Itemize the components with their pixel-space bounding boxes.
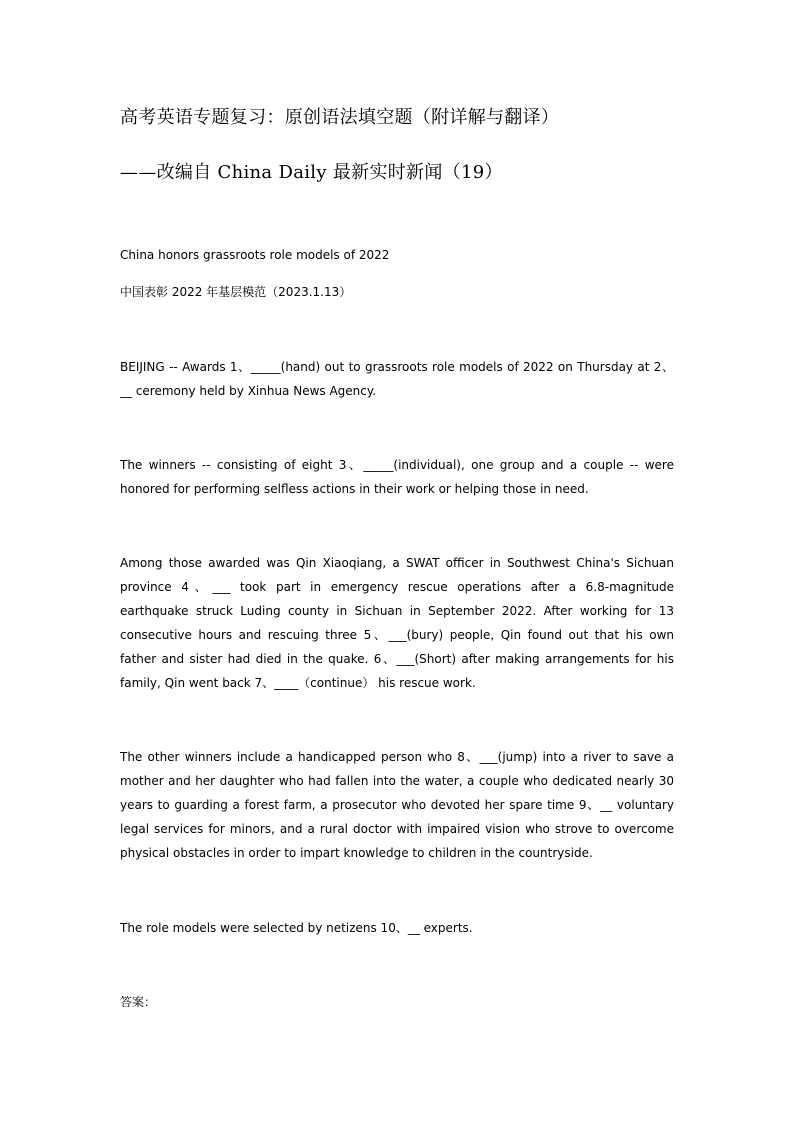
- paragraph-3: Among those awarded was Qin Xiaoqiang, a SWAT officer in Southwest China's Sichuan province 4、___ took part in emergency rescue operations after a 6.8-magnitude earthquake struck Luding county in Sichuan in September 2022. After working for 13 consecutive hours and rescuing three 5、___(bury) people, Qin found out that his own father and sister had died in the quake. 6、___(Short) after making arrangements for his family, Qin went back 7、____（continue） his rescue work.: [120, 556, 674, 690]
- document-title-line1: 高考英语专题复习：原创语法填空题（附详解与翻译）: [120, 107, 560, 128]
- paragraph-1: BEIJING -- Awards 1、_____(hand) out to grassroots role models of 2022 on Thursday at 2、__ ceremony held by Xinhua News Agency.: [120, 360, 674, 398]
- article-title-english: China honors grassroots role models of 2022: [120, 248, 390, 262]
- document-page: [120, 0, 674, 1123]
- paragraph-4: The other winners include a handicapped person who 8、___(jump) into a river to save a mother and her daughter who had fallen into the water, a couple who dedicated nearly 30 years to guarding a forest farm, a prosecutor who devoted her spare time 9、__ voluntary legal services for minors, and a rural doctor with impaired vision who strove to overcome physical obstacles in order to impart knowledge to children in the countryside.: [120, 750, 674, 860]
- paragraph-5: The role models were selected by netizens 10、__ experts.: [120, 921, 473, 935]
- answer-label: 答案：: [120, 995, 157, 1009]
- article-title-chinese: 中国表彰 2022 年基层模范（2023.1.13）: [120, 285, 352, 299]
- paragraph-2: The winners -- consisting of eight 3、_____(individual), one group and a couple -- were honored for performing selfless actions in their work or helping those in need.: [120, 458, 674, 496]
- document-title-line2: ——改编自 China Daily 最新实时新闻（19）: [120, 162, 503, 183]
